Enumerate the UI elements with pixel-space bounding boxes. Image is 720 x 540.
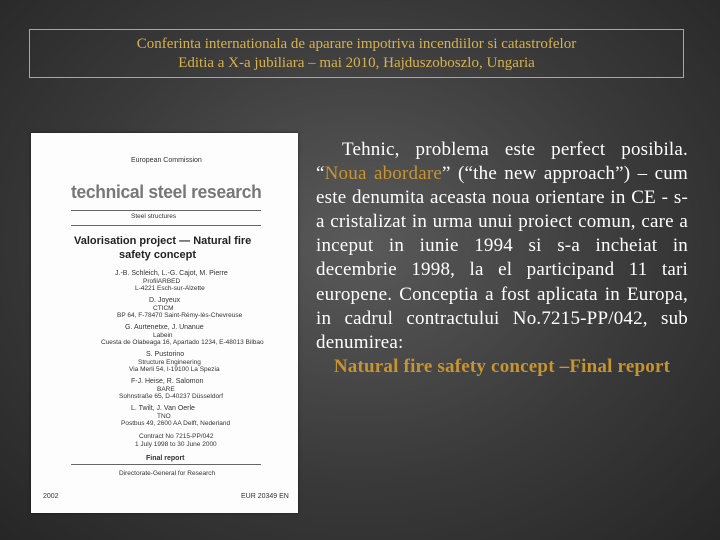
slide-body-text — [316, 138, 688, 379]
cover-dates: 1 July 1998 to 30 June 2000 — [135, 441, 217, 448]
cover-rule-mid — [71, 225, 261, 226]
cover-year: 2002 — [43, 493, 59, 500]
cover-author-name: S. Pustorino — [146, 351, 185, 358]
cover-author-addr: Via Merli 54, I-19100 La Spezia — [129, 366, 220, 373]
cover-dg: Directorate-General for Research — [119, 470, 216, 477]
cover-author-addr: L-4221 Esch-sur-Alzette — [135, 285, 205, 292]
body-part-1: Tehnic, problema este perfect posibila. “ — [316, 139, 688, 185]
cover-author-affil: ProfilARBED — [143, 278, 181, 285]
final-report-title: Natural fire safety concept –Final report — [333, 355, 671, 377]
cover-rule-top — [71, 210, 261, 211]
cover-author-name: L. Twilt, J. Van Oerle — [131, 405, 195, 412]
cover-report-type: Final report — [146, 455, 185, 462]
cover-author-affil: TNO — [157, 413, 171, 420]
cover-author-addr: Cuesta de Olabeaga 16, Apartado 1234, E-48013 Bilbao — [101, 339, 264, 346]
title-line-1: Conferinta internationala de aparare impotriva incendiilor si catastrofelor — [136, 36, 577, 52]
cover-author-name: G. Aurtenetxe, J. Unanue — [125, 324, 204, 331]
cover-author-addr: Postbus 49, 2600 AA Delft, Nederland — [121, 420, 231, 427]
cover-author-addr: BP 64, F-78470 Saint-Rémy-lès-Chevreuse — [117, 312, 243, 319]
title-line-2: Editia a X-a jubiliara – mai 2010, Hajduszoboszlo, Ungaria — [178, 55, 535, 71]
body-part-2: ” (“the new approach”) – cum este denumita aceasta noua orientare in CE - s-a cristalizat in urma unui proiect comun, care a inceput in iunie 1994 si s-a incheiat in decembrie 1998, la el participand 11 tari europene. Conceptia a fost aplicata in Europa, in cadrul contractului No.7215-PP/042, sub denumirea: — [316, 163, 688, 353]
cover-author-affil: CTICM — [153, 305, 174, 312]
cover-category: Steel structures — [131, 213, 177, 220]
cover-contract: Contract No 7215-PP/042 — [139, 433, 214, 440]
cover-author-affil: Structure Engineering — [138, 359, 201, 366]
cover-title-line-2: safety concept — [119, 249, 197, 261]
cover-title-line-1: Valorisation project — Natural fire — [74, 235, 252, 247]
cover-series: technical steel research — [71, 181, 262, 202]
cover-author-affil: BARE — [157, 386, 175, 393]
cover-author-addr: Sohnstraße 65, D-40237 Düsseldorf — [119, 393, 224, 400]
cover-author-name: D. Joyeux — [149, 297, 181, 304]
cover-rule-bottom — [71, 464, 261, 465]
cover-author-name: J.-B. Schleich, L.-G. Cajot, M. Pierre — [115, 270, 228, 277]
slide-title-box — [29, 29, 684, 78]
cover-title — [74, 234, 251, 262]
cover-eur-number: EUR 20349 EN — [241, 493, 289, 500]
cover-author-name: F-J. Heise, R. Salomon — [131, 378, 204, 385]
report-cover-image — [31, 133, 298, 513]
cover-author-affil: Labein — [153, 332, 173, 339]
cover-org: European Commission — [131, 157, 202, 164]
body-highlight: Noua abordare — [324, 163, 442, 185]
